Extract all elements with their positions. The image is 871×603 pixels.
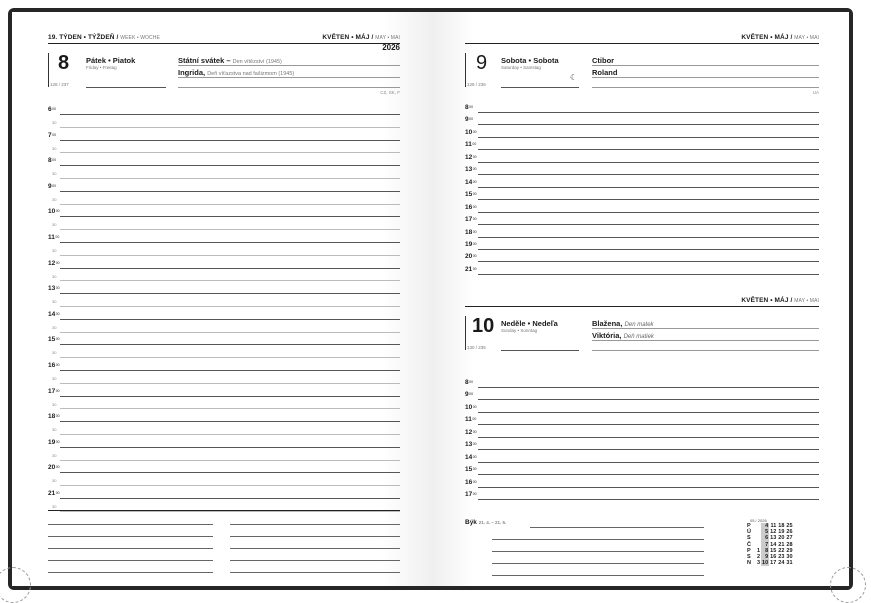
half-hour-rule bbox=[60, 255, 400, 256]
moon-phase-icon: ☾ bbox=[570, 73, 578, 82]
sun-hour-sup: 00 bbox=[469, 380, 474, 384]
sat-hour-sup: 00 bbox=[472, 204, 477, 209]
right-notes-rule bbox=[492, 539, 704, 540]
half-hour-label: 30 bbox=[52, 478, 57, 484]
hour-sup: 00 bbox=[55, 439, 60, 444]
sun-hour-sup: 00 bbox=[472, 442, 477, 447]
notes-rule-right bbox=[230, 560, 400, 561]
right-notes-rule bbox=[492, 551, 704, 552]
sat-hour-sup: 00 bbox=[472, 129, 477, 134]
mini-cal-day: 3 bbox=[756, 560, 761, 567]
mini-cal-day: 10 bbox=[762, 560, 769, 567]
sat-hour-label: $9^{00}$ bbox=[465, 116, 474, 124]
sat-hour-sup: 00 bbox=[469, 105, 474, 109]
week-header bbox=[48, 34, 160, 41]
hour-rule bbox=[60, 447, 400, 448]
half-hour-rule bbox=[60, 306, 400, 307]
sat-nameday-1: Ctibor bbox=[592, 56, 615, 65]
mini-cal-day: 13 bbox=[770, 535, 777, 542]
hour-sup: 00 bbox=[55, 260, 60, 265]
half-hour-rule bbox=[60, 383, 400, 384]
half-hour-rule bbox=[60, 229, 400, 230]
half-hour-rule bbox=[60, 460, 400, 461]
half-hour-label: 30 bbox=[52, 299, 57, 305]
notes-rule-left bbox=[48, 548, 213, 549]
country-tag: CZ, SK, F bbox=[380, 90, 400, 95]
sun-day-subname: Sunday • Sonntag bbox=[501, 328, 538, 333]
notes-rule-left bbox=[48, 572, 213, 573]
zodiac-dates: 21. 4. – 21. 5. bbox=[478, 520, 507, 525]
sat-marker-bar bbox=[465, 53, 466, 87]
sat-hour-label: $11^{00}$ bbox=[465, 141, 477, 149]
half-hour-rule bbox=[60, 280, 400, 281]
mini-cal-day: 23 bbox=[778, 554, 785, 561]
hour-rule bbox=[60, 344, 400, 345]
mini-cal-row bbox=[746, 560, 794, 566]
hour-rule bbox=[60, 498, 400, 499]
sun-hour-rule bbox=[478, 487, 819, 488]
sat-hour-sup: 00 bbox=[472, 241, 477, 246]
header-rule bbox=[48, 43, 400, 44]
sat-hour-rule bbox=[478, 212, 819, 213]
hour-label: $8^{00}$ bbox=[48, 157, 57, 165]
sun-nameday-1 bbox=[592, 319, 654, 328]
sun-nameday-1-note: Den matek bbox=[624, 322, 654, 328]
notes-rule-right bbox=[230, 548, 400, 549]
day-marker-bar bbox=[48, 53, 49, 87]
zodiac-sign: Býk bbox=[465, 519, 477, 526]
sat-hour-label: $21^{00}$ bbox=[465, 265, 477, 273]
month-header-right bbox=[741, 34, 819, 41]
year-label: 2026 bbox=[382, 43, 400, 52]
hour-sup: 00 bbox=[55, 465, 60, 470]
sat-hour-sup: 00 bbox=[472, 229, 477, 234]
sun-hour-rule bbox=[478, 424, 819, 425]
sat-hour-label: $15^{00}$ bbox=[465, 191, 477, 199]
hour-sup: 00 bbox=[55, 363, 60, 367]
planner-cover bbox=[8, 8, 853, 590]
sat-country-tag: UA bbox=[812, 90, 819, 95]
page-corner-cut bbox=[0, 567, 31, 603]
sat-name-rule-1 bbox=[592, 65, 819, 66]
mini-cal-weekday: S bbox=[747, 535, 751, 542]
sun-month-sublabel: MAY • MAI bbox=[794, 298, 819, 304]
sun-hour-label: $14^{00}$ bbox=[465, 453, 477, 461]
sun-name-rule-1 bbox=[592, 328, 819, 329]
sat-hour-sup: 00 bbox=[472, 167, 477, 172]
month-sublabel-right: MAY • MAI bbox=[794, 35, 819, 41]
sat-hour-rule bbox=[478, 261, 819, 262]
sat-hour-sup: 00 bbox=[472, 192, 477, 197]
sat-hour-rule bbox=[478, 249, 819, 250]
hour-label: $9^{00}$ bbox=[48, 182, 57, 190]
mini-calendar-title: 05 / 2026 bbox=[750, 518, 767, 523]
day-number: 8 bbox=[58, 52, 70, 74]
sat-nameday-2: Roland bbox=[592, 68, 618, 77]
hour-rule bbox=[60, 396, 400, 397]
hour-sup: 00 bbox=[52, 158, 57, 163]
mini-cal-day: 20 bbox=[778, 535, 785, 542]
sat-hour-rule bbox=[478, 124, 819, 125]
zodiac-label bbox=[465, 519, 506, 526]
half-hour-rule bbox=[60, 204, 400, 205]
sun-name-rule-3 bbox=[592, 350, 819, 351]
mini-cal-day: 29 bbox=[786, 547, 793, 554]
hour-sup: 00 bbox=[55, 491, 60, 495]
mini-cal-day: 1 bbox=[756, 547, 761, 554]
sat-name-rule-2 bbox=[592, 77, 819, 78]
sun-hour-label: $13^{00}$ bbox=[465, 441, 477, 449]
half-hour-rule bbox=[60, 332, 400, 333]
sun-month-header bbox=[741, 297, 819, 304]
right-page bbox=[432, 12, 849, 586]
sun-hour-label: $15^{00}$ bbox=[465, 466, 477, 474]
mini-cal-day: 11 bbox=[770, 523, 777, 529]
half-hour-rule bbox=[60, 357, 400, 358]
hour-label: $19^{00}$ bbox=[48, 438, 60, 446]
hour-rule bbox=[60, 472, 400, 473]
sun-hour-sup: 00 bbox=[472, 429, 477, 434]
hour-label: $21^{00}$ bbox=[48, 490, 60, 497]
half-hour-label: 30 bbox=[52, 196, 57, 202]
mini-cal-weekday: Ú bbox=[747, 529, 751, 536]
mini-cal-day: 15 bbox=[770, 547, 777, 554]
sun-day-number: 10 bbox=[472, 315, 495, 337]
sat-day-name: Sobota • Sobota bbox=[501, 56, 559, 65]
day-subname: Friday • Freitag bbox=[86, 65, 117, 70]
hour-label: $13^{00}$ bbox=[48, 285, 60, 293]
hour-rule bbox=[60, 165, 400, 166]
hour-rule bbox=[60, 242, 400, 243]
hour-rule bbox=[60, 293, 400, 294]
sat-hour-rule bbox=[478, 199, 819, 200]
holiday-note: Den vítězství (1945) bbox=[232, 59, 282, 65]
right-notes-rule bbox=[492, 563, 704, 564]
mini-cal-day: 6 bbox=[761, 535, 769, 541]
hour-rule bbox=[60, 268, 400, 269]
sun-nameday-1-name: Blažena, bbox=[592, 319, 623, 328]
hour-sup: 00 bbox=[52, 132, 57, 137]
sun-hour-sup: 00 bbox=[472, 479, 477, 484]
name-rule-2 bbox=[178, 77, 400, 78]
day-count: 128 / 237 bbox=[50, 82, 69, 87]
hour-rule bbox=[60, 114, 400, 115]
half-hour-label: 30 bbox=[52, 401, 57, 407]
mini-cal-day: 7 bbox=[761, 542, 769, 548]
nameday-line-2 bbox=[178, 68, 294, 77]
sun-hour-sup: 00 bbox=[472, 454, 477, 459]
sun-hour-rule bbox=[478, 449, 819, 450]
half-hour-label: 30 bbox=[52, 427, 57, 433]
sat-hour-rule bbox=[478, 174, 819, 175]
notes-rule-right bbox=[230, 536, 400, 537]
hour-label: $17^{00}$ bbox=[48, 387, 60, 395]
sun-hour-rule bbox=[478, 474, 819, 475]
mini-cal-day: 30 bbox=[786, 554, 793, 561]
mini-cal-day: 24 bbox=[778, 560, 785, 567]
name-rule-3 bbox=[178, 87, 400, 88]
hour-label: $7^{00}$ bbox=[48, 131, 57, 139]
half-hour-label: 30 bbox=[52, 504, 57, 509]
week-label: 19. TÝDEN • TÝŽDEŇ / bbox=[48, 34, 119, 41]
half-hour-label: 30 bbox=[52, 171, 57, 177]
sat-hour-rule bbox=[478, 274, 819, 275]
hour-label: $10^{00}$ bbox=[48, 208, 60, 216]
hour-sup: 00 bbox=[52, 107, 57, 111]
sat-hour-label: $8^{00}$ bbox=[465, 104, 474, 111]
half-hour-label: 30 bbox=[52, 120, 57, 125]
sun-nameday-2 bbox=[592, 331, 654, 340]
hour-label: $12^{00}$ bbox=[48, 259, 60, 267]
month-sublabel: MAY • MAI bbox=[375, 35, 400, 41]
sun-marker-bar bbox=[465, 316, 466, 350]
mini-cal-day: 19 bbox=[778, 529, 785, 536]
mini-cal-day: 4 bbox=[761, 523, 769, 529]
mini-cal-day: 8 bbox=[761, 548, 769, 554]
sat-hour-label: $18^{00}$ bbox=[465, 228, 477, 236]
sat-hour-sup: 00 bbox=[472, 154, 477, 159]
sat-hour-label: $16^{00}$ bbox=[465, 203, 477, 211]
mini-cal-day: 28 bbox=[786, 541, 793, 548]
mini-cal-day: 12 bbox=[770, 529, 777, 536]
hour-label: $6^{00}$ bbox=[48, 106, 57, 113]
mini-cal-day: 2 bbox=[756, 554, 761, 561]
nameday-line-1 bbox=[178, 56, 282, 65]
hour-label: $15^{00}$ bbox=[48, 336, 60, 344]
mini-cal-day: 25 bbox=[786, 523, 793, 529]
notes-rule-left bbox=[48, 524, 213, 525]
sat-hour-label: $13^{00}$ bbox=[465, 166, 477, 174]
hour-sup: 00 bbox=[55, 337, 60, 342]
sun-nameday-2-name: Viktória, bbox=[592, 331, 622, 340]
sun-hour-sup: 00 bbox=[469, 392, 474, 397]
holiday-name: Státní svátek – bbox=[178, 56, 231, 65]
sat-day-subname: Saturday • Samstag bbox=[501, 65, 541, 70]
day-name: Pátek • Piatok bbox=[86, 56, 136, 65]
month-header bbox=[322, 34, 400, 41]
notes-top-rule bbox=[48, 510, 400, 511]
sat-hour-rule bbox=[478, 224, 819, 225]
sun-hour-label: $9^{00}$ bbox=[465, 391, 474, 399]
mini-cal-day: 31 bbox=[786, 560, 793, 567]
mini-cal-day: 9 bbox=[761, 554, 769, 560]
hour-rule bbox=[60, 319, 400, 320]
right-notes-rule bbox=[492, 575, 704, 576]
hour-label: $14^{00}$ bbox=[48, 310, 60, 318]
hour-sup: 00 bbox=[55, 235, 60, 239]
right-notes-rule bbox=[530, 527, 704, 528]
sun-hour-label: $12^{00}$ bbox=[465, 428, 477, 436]
sun-hour-label: $11^{00}$ bbox=[465, 416, 477, 424]
hour-rule bbox=[60, 216, 400, 217]
sun-month-label: KVĚTEN • MÁJ / bbox=[741, 297, 793, 304]
sat-hour-rule bbox=[478, 112, 819, 113]
sun-day-name: Neděle • Nedeľa bbox=[501, 319, 558, 328]
mini-cal-day: 17 bbox=[770, 560, 777, 567]
sun-hour-sup: 00 bbox=[472, 404, 477, 409]
hour-label: $16^{00}$ bbox=[48, 362, 60, 369]
sun-hour-sup: 00 bbox=[472, 417, 477, 422]
day-underline bbox=[86, 87, 166, 88]
sat-hour-sup: 00 bbox=[472, 266, 477, 271]
mini-cal-day: 5 bbox=[761, 529, 769, 535]
sun-hour-rule bbox=[478, 387, 819, 388]
nameday-name: Ingrida, bbox=[178, 68, 206, 77]
notes-rule-right bbox=[230, 524, 400, 525]
week-sublabel: WEEK • WOCHE bbox=[120, 35, 160, 41]
hour-sup: 00 bbox=[55, 286, 60, 291]
sun-header-rule bbox=[465, 306, 819, 307]
sat-hour-rule bbox=[478, 187, 819, 188]
half-hour-label: 30 bbox=[52, 145, 57, 151]
hour-sup: 00 bbox=[52, 183, 57, 188]
mini-cal-day: 14 bbox=[770, 541, 777, 548]
sat-day-number: 9 bbox=[476, 52, 488, 74]
half-hour-rule bbox=[60, 127, 400, 128]
sun-hour-rule bbox=[478, 462, 819, 463]
month-label: KVĚTEN • MÁJ / bbox=[322, 34, 374, 41]
sat-hour-sup: 00 bbox=[472, 142, 477, 147]
half-hour-label: 30 bbox=[52, 222, 57, 228]
sun-day-count: 130 / 235 bbox=[467, 345, 486, 350]
hour-sup: 00 bbox=[55, 414, 60, 419]
hour-label: $20^{00}$ bbox=[48, 464, 60, 472]
mini-cal-day: 18 bbox=[778, 523, 785, 529]
sun-hour-rule bbox=[478, 399, 819, 400]
sat-day-count: 129 / 236 bbox=[467, 82, 486, 87]
sun-hour-label: $17^{00}$ bbox=[465, 491, 477, 499]
nameday-note: Deň víťazstva nad fašizmom (1945) bbox=[207, 71, 295, 77]
notes-rule-right bbox=[230, 572, 400, 573]
month-label-right: KVĚTEN • MÁJ / bbox=[741, 34, 793, 41]
sat-hour-rule bbox=[478, 149, 819, 150]
hour-rule bbox=[60, 370, 400, 371]
name-rule-1 bbox=[178, 65, 400, 66]
half-hour-label: 30 bbox=[52, 350, 57, 356]
sat-hour-label: $10^{00}$ bbox=[465, 128, 477, 136]
mini-cal-day: 16 bbox=[770, 554, 777, 561]
mini-cal-weekday: P bbox=[747, 547, 751, 554]
hour-sup: 00 bbox=[55, 311, 60, 316]
mini-cal-day: 26 bbox=[786, 529, 793, 536]
sun-hour-label: $16^{00}$ bbox=[465, 478, 477, 486]
sun-hour-label: $10^{00}$ bbox=[465, 403, 477, 411]
sat-day-underline bbox=[501, 87, 579, 88]
half-hour-rule bbox=[60, 152, 400, 153]
sun-hour-sup: 00 bbox=[472, 467, 477, 472]
sat-hour-rule bbox=[478, 137, 819, 138]
half-hour-label: 30 bbox=[52, 273, 57, 279]
sat-hour-rule bbox=[478, 162, 819, 163]
half-hour-rule bbox=[60, 178, 400, 179]
sat-hour-label: $12^{00}$ bbox=[465, 153, 477, 161]
sun-hour-rule bbox=[478, 412, 819, 413]
hour-label: $18^{00}$ bbox=[48, 413, 60, 421]
sat-hour-label: $20^{00}$ bbox=[465, 253, 477, 261]
half-hour-label: 30 bbox=[52, 324, 57, 330]
mini-cal-day: 22 bbox=[778, 547, 785, 554]
sat-name-rule-3 bbox=[592, 87, 819, 88]
header-rule-right bbox=[465, 43, 819, 44]
hour-rule bbox=[60, 140, 400, 141]
sun-name-rule-2 bbox=[592, 340, 819, 341]
hour-label: $11^{00}$ bbox=[48, 234, 60, 241]
sun-hour-sup: 00 bbox=[472, 492, 477, 497]
sun-hour-rule bbox=[478, 437, 819, 438]
mini-cal-weekday: S bbox=[747, 554, 751, 561]
hour-sup: 00 bbox=[55, 388, 60, 393]
mini-cal-weekday: Č bbox=[747, 541, 751, 548]
mini-cal-weekday: P bbox=[747, 523, 751, 529]
half-hour-rule bbox=[60, 408, 400, 409]
mini-cal-weekday: N bbox=[747, 560, 751, 567]
sat-hour-label: $14^{00}$ bbox=[465, 178, 477, 186]
hour-rule bbox=[60, 421, 400, 422]
sat-hour-rule bbox=[478, 237, 819, 238]
half-hour-label: 30 bbox=[52, 376, 57, 381]
sat-hour-sup: 00 bbox=[469, 117, 474, 122]
left-page bbox=[12, 12, 432, 586]
sun-hour-rule bbox=[478, 499, 819, 500]
hour-rule bbox=[60, 191, 400, 192]
sat-hour-sup: 00 bbox=[472, 179, 477, 184]
sat-hour-sup: 00 bbox=[472, 217, 477, 222]
notes-rule-left bbox=[48, 536, 213, 537]
sat-hour-label: $19^{00}$ bbox=[465, 240, 477, 248]
half-hour-label: 30 bbox=[52, 452, 57, 458]
half-hour-rule bbox=[60, 434, 400, 435]
half-hour-label: 30 bbox=[52, 248, 57, 253]
sun-nameday-2-note: Deň matiek bbox=[623, 334, 654, 340]
sat-hour-label: $17^{00}$ bbox=[465, 216, 477, 224]
page-corner-cut-right bbox=[830, 567, 866, 603]
mini-cal-day: 27 bbox=[786, 535, 793, 542]
sun-day-underline bbox=[501, 350, 579, 351]
half-hour-rule bbox=[60, 485, 400, 486]
mini-cal-day: 21 bbox=[778, 541, 785, 548]
hour-sup: 00 bbox=[55, 209, 60, 214]
sat-hour-sup: 00 bbox=[472, 254, 477, 259]
mini-calendar bbox=[746, 523, 794, 566]
notes-rule-left bbox=[48, 560, 213, 561]
sun-hour-label: $8^{00}$ bbox=[465, 379, 474, 386]
